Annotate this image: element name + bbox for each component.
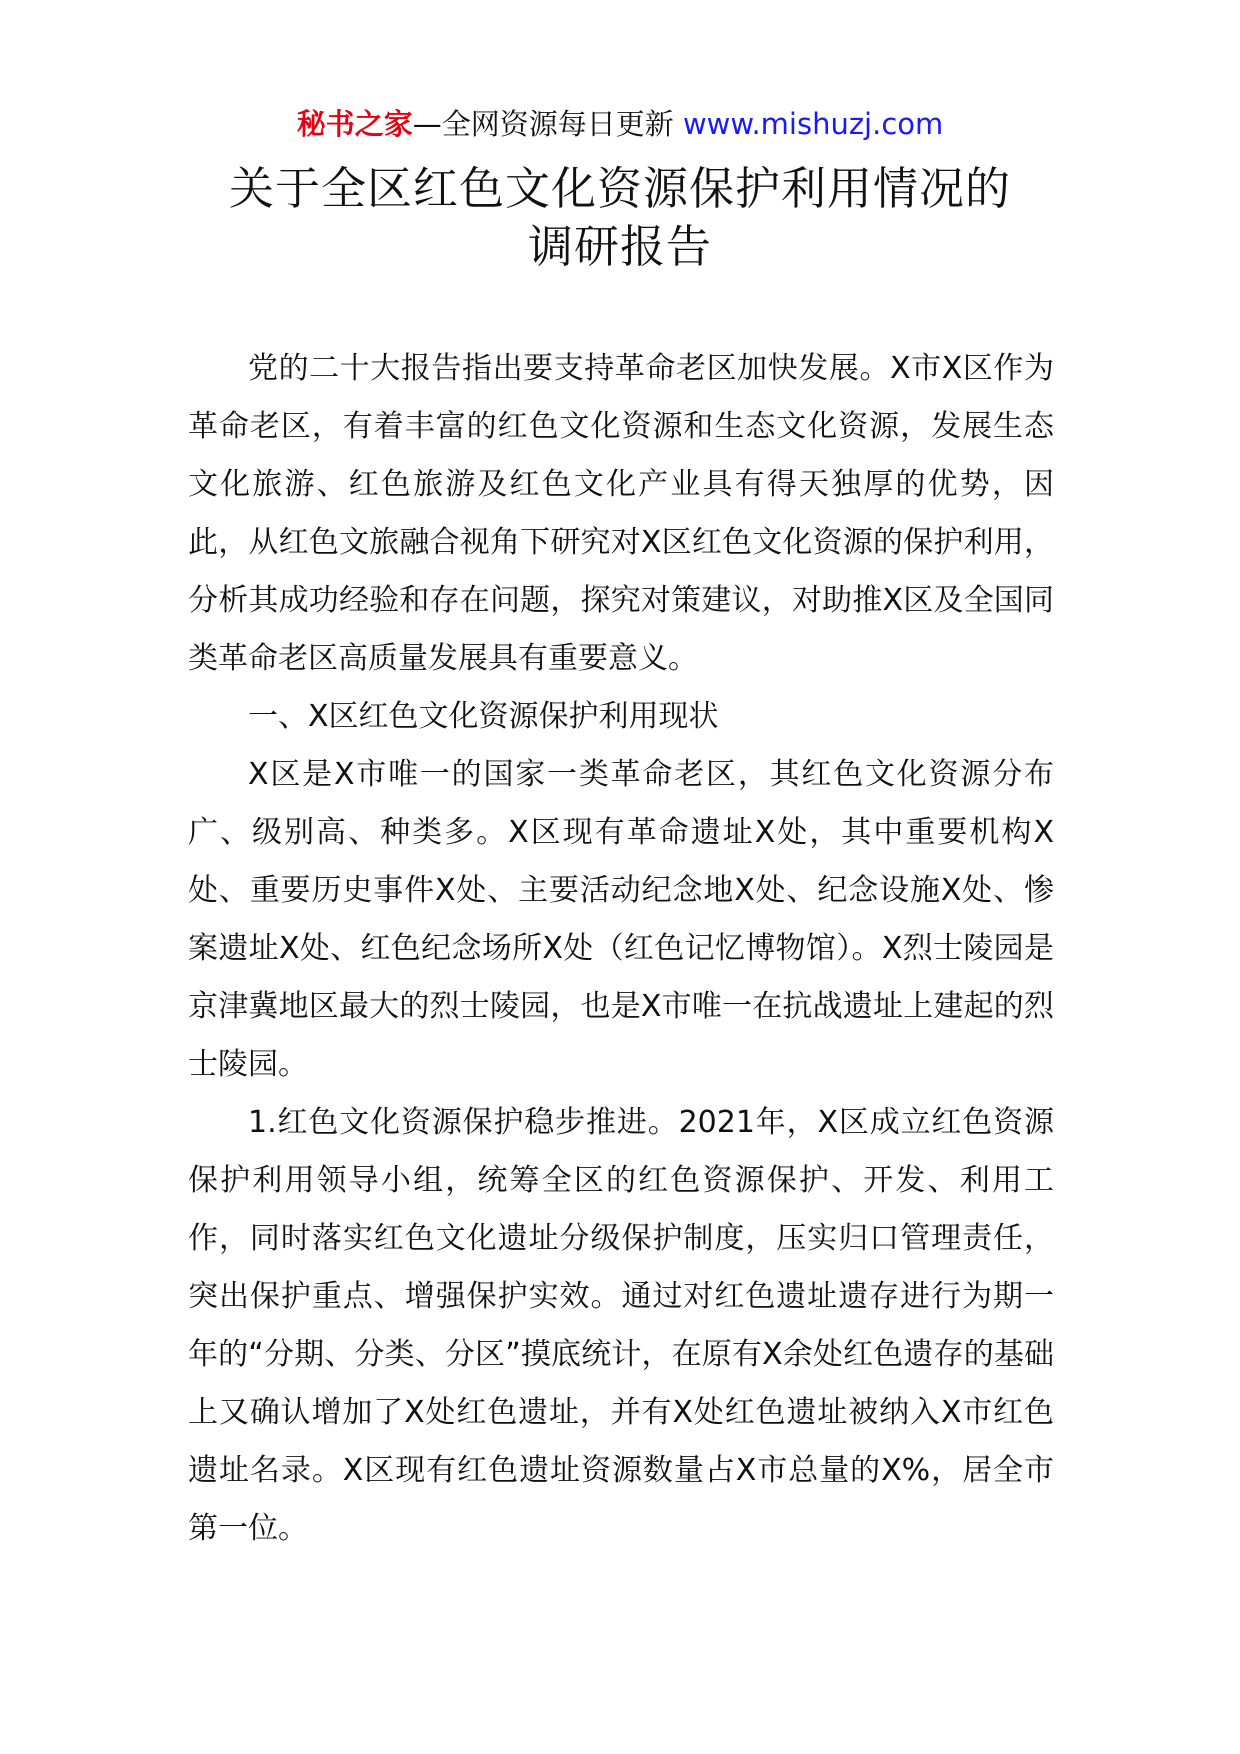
protection-paragraph: 1.红色文化资源保护稳步推进。2021年，X区成立红色资源保护利用领导小组，统筹全区的红色资源保护、开发、利用工作，同时落实红色文化遗址分级保护制度，压实归口管理责任，突出保护重点、增强保护实效。通过对红色遗址遗存进行为期一年的“分期、分类、分区”摸底统计，在原有X余处红色遗存的基础上又确认增加了X处红色遗址，并有X处红色遗址被纳入X市红色遗址名录。X区现有红色遗址资源数量占X市总量的X%，居全市第一位。 bbox=[188, 1105, 1054, 1546]
brand-name: 秘书之家 bbox=[296, 107, 413, 141]
document-title bbox=[160, 160, 1080, 276]
title-line-1: 关于全区红色文化资源保护利用情况的 bbox=[228, 162, 1011, 215]
intro-paragraph: 党的二十大报告指出要支持革命老区加快发展。X市X区作为革命老区，有着丰富的红色文化资源和生态文化资源，发展生态文化旅游、红色旅游及红色文化产业具有得天独厚的优势，因此，从红色文旅融合视角下研究对X区红色文化资源的保护利用，分析其成功经验和存在问题，探究对策建议，对助推X区及全国同类革命老区高质量发展具有重要意义。 bbox=[188, 351, 1054, 676]
header-tagline: —全网资源每日更新 bbox=[412, 107, 683, 141]
site-url-link[interactable]: www.mishuzj.com bbox=[682, 107, 944, 141]
title-line-2: 调研报告 bbox=[527, 220, 712, 273]
section-heading: 一、X区红色文化资源保护利用现状 bbox=[248, 699, 719, 734]
document-body bbox=[188, 340, 1054, 1558]
site-header bbox=[0, 104, 1240, 144]
status-paragraph: X区是X市唯一的国家一类革命老区，其红色文化资源分布广、级别高、种类多。X区现有革命遗址X处，其中重要机构X处、重要历史事件X处、主要活动纪念地X处、纪念设施X处、惨案遗址X处、红色纪念场所X处（红色记忆博物馆）。X烈士陵园是京津冀地区最大的烈士陵园，也是X市唯一在抗战遗址上建起的烈士陵园。 bbox=[188, 757, 1054, 1082]
